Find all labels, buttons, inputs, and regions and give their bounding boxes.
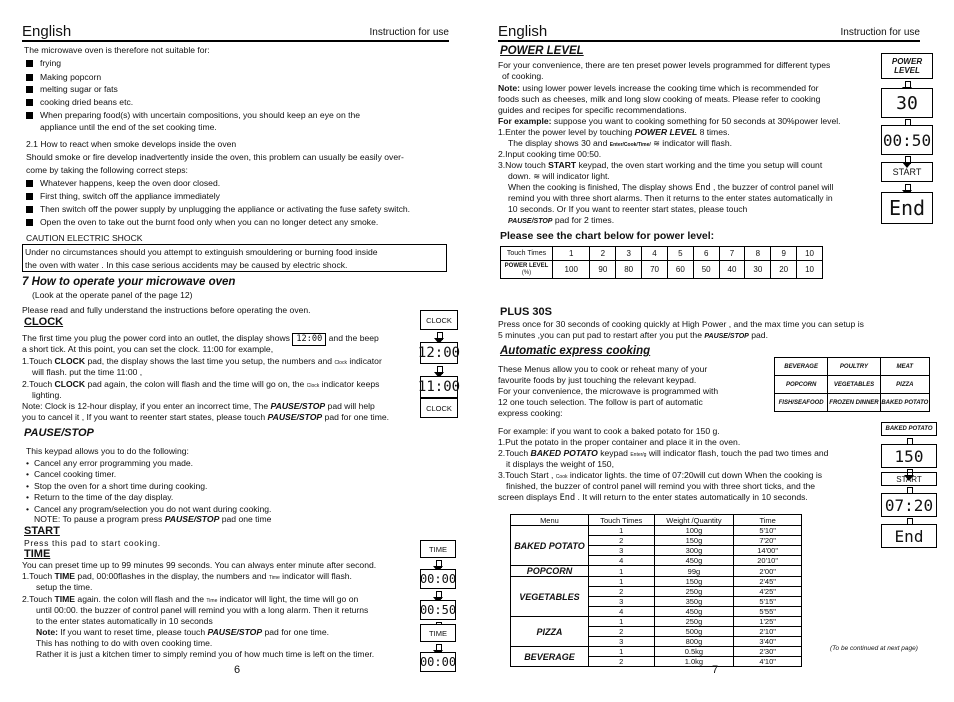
table-header: Touch Times: [588, 515, 654, 526]
power-note: guides and recipes for specific recommendations.: [498, 105, 687, 115]
power-step-1b: The display shows 30 and Enter/Cook/Time/ ≋ indicator will flash.: [508, 138, 733, 148]
bullet-item: First thing, switch off the appliance immediately: [26, 191, 220, 202]
table-cell: 1: [588, 577, 654, 587]
table-cell: 100g: [654, 526, 734, 536]
clock-note: you to cancel it , If you want to reenter start states, please touch PAUSE/STOP pad for one time.: [22, 412, 390, 422]
bullet-item: Then switch off the power supply by unplugging the appliance or activating the fuse safety switch.: [26, 204, 410, 215]
table-cell: 30: [745, 261, 771, 279]
table-cell: 100: [553, 261, 590, 279]
table-cell: 4'25": [734, 587, 802, 597]
pause-item: • Cancel any program/selection you do not want during cooking.: [26, 504, 271, 515]
table-cell: 3: [588, 637, 654, 647]
caution-text: Under no circumstances should you attempt to extinguish smouldering or burning food inside: [25, 247, 378, 257]
read-note: Please read and fully understand the instructions before operating the oven.: [22, 305, 311, 315]
table-cell: 1: [588, 566, 654, 577]
menu-cell: VEGETABLES: [511, 577, 589, 617]
menu-key: POPCORN: [775, 376, 828, 394]
table-cell: 14'00": [734, 546, 802, 556]
table-cell: 150g: [654, 536, 734, 546]
table-cell: 3: [588, 546, 654, 556]
example-step-3: 3.Touch Start , Cook indicator lights. the time of 07:20will cut down When the cooking is: [498, 470, 823, 480]
example-text: 1.Put the potato in the proper container and place it in the oven.: [498, 437, 741, 447]
menu-cell: PIZZA: [511, 617, 589, 647]
auto-text: 12 one touch selection. The follow is part of automatic: [498, 397, 703, 407]
baked-potato-display: 07:20: [881, 493, 937, 517]
start-button-illustration: START: [881, 162, 933, 182]
smoke-text: come by taking the following correct steps:: [26, 165, 188, 175]
clock-display: 11:00: [420, 376, 458, 398]
example-text: For example: if you want to cook a baked potato for 150 g.: [498, 426, 720, 436]
table-cell: 450g: [654, 556, 734, 566]
menu-keypad-illustration: [774, 357, 930, 412]
example-step-3c: screen displays End . It will return to the enter states automatically in 10 seconds.: [498, 492, 808, 503]
power-note: Note: using lower power levels increase the cooking time which is recommended for: [498, 83, 819, 93]
start-text: Press this pad to start cooking.: [24, 538, 161, 548]
time-note-2: This has nothing to do with oven cooking time.: [36, 638, 213, 648]
pause-item: • Cancel cooking timer.: [26, 469, 116, 480]
time-text: You can preset time up to 99 minutes 99 seconds. You can always enter minute after second.: [22, 560, 377, 570]
smoke-title: 2.1 How to react when smoke develops inside the oven: [26, 139, 237, 149]
clock-text: The first time you plug the power cord into an outlet, the display shows 12:00 and the beep: [22, 333, 379, 344]
power-step-3b: down. ≋ will indicator light.: [508, 171, 610, 181]
end-display: End: [881, 524, 937, 548]
power-example: For example: suppose you want to cooking something for 50 seconds at 30%power level.: [498, 116, 841, 126]
menu-key: BEVERAGE: [775, 358, 828, 376]
time-step-2b: until 00:00. the buzzer of control panel will remind you with a long alarm. Then it returns: [36, 605, 369, 615]
time-step-2: 2.Touch TIME again. the colon will flash and the Time indicator will light, the time will go on: [22, 594, 359, 604]
left-page: [22, 22, 461, 682]
table-cell: 3: [588, 597, 654, 607]
table-cell: 2'00": [734, 566, 802, 577]
plus-30s-heading: PLUS 30S: [500, 306, 552, 318]
pause-item: • Stop the oven for a short time during cooking.: [26, 481, 207, 492]
table-cell: 2: [588, 627, 654, 637]
table-cell: 2'45": [734, 577, 802, 587]
power-note: foods such as cheeses, milk and long slow cooking of meats. Please refer to cooking: [498, 94, 821, 104]
auto-text: express cooking:: [498, 408, 563, 418]
start-heading: START: [24, 525, 60, 537]
pause-item: • Cancel any error programming you made.: [26, 458, 193, 469]
table-cell: 99g: [654, 566, 734, 577]
table-cell: 8: [745, 247, 771, 261]
bullet-item: cooking dried beans etc.: [26, 97, 133, 108]
power-text: of cooking.: [502, 71, 544, 81]
table-row: [511, 617, 802, 627]
example-step-2b: it displays the weight of 150,: [506, 459, 614, 469]
time-heading: TIME: [24, 548, 51, 560]
power-step-3d: remind you with three short alarms. Then it returns to the enter states automatically in: [508, 193, 833, 203]
time-display: 00:00: [420, 652, 456, 672]
time-note: Note: If you want to reset time, please touch PAUSE/STOP pad for one time.: [36, 627, 329, 637]
table-cell: 1: [588, 617, 654, 627]
baked-potato-display: 150: [881, 444, 937, 468]
plus-text: 5 minutes ,you can put pad to restart after you put the PAUSE/STOP pad.: [498, 330, 768, 340]
table-cell: 0.5kg: [654, 647, 734, 657]
table-cell: 250g: [654, 587, 734, 597]
menu-key: BAKED POTATO: [880, 394, 929, 412]
clock-button-illustration: CLOCK: [420, 310, 458, 330]
table-cell: 2: [588, 587, 654, 597]
menu-key: PIZZA: [880, 376, 929, 394]
table-cell: 150g: [654, 577, 734, 587]
clock-step-1b: will flash. put the time 11:00 ,: [32, 367, 143, 377]
power-level-heading: POWER LEVEL: [500, 45, 584, 57]
menu-key: VEGETABLES: [828, 376, 880, 394]
table-cell: 20: [771, 261, 797, 279]
table-header: Time: [734, 515, 802, 526]
table-cell: 4'10": [734, 657, 802, 667]
table-cell: 10: [797, 261, 823, 279]
time-display: 00:50: [420, 600, 456, 620]
auto-text: For your convenience, the microwave is programmed with: [498, 386, 719, 396]
table-row: [511, 526, 802, 536]
time-step-1b: setup the time.: [36, 582, 93, 592]
bullet-item: When preparing food(s) with uncertain compositions, you should keep an eye on the: [26, 110, 360, 121]
table-row: [511, 647, 802, 657]
time-note-3: Rather it is just a kitchen timer to simply remind you of how much time is left on the timer.: [36, 649, 375, 659]
table-cell: 4: [588, 556, 654, 566]
table-cell: 3: [616, 247, 642, 261]
plus-text: Press once for 30 seconds of cooking quickly at High Power , and the max time you can setup is: [498, 319, 864, 329]
right-header: [498, 22, 920, 42]
time-display: 00:00: [420, 569, 456, 589]
table-cell: 70: [642, 261, 668, 279]
table-cell: 1: [588, 647, 654, 657]
table-cell: 50: [693, 261, 719, 279]
table-cell: 5'10": [734, 526, 802, 536]
table-cell: 10: [797, 247, 823, 261]
language-title: English: [498, 23, 548, 40]
caution-box: [22, 244, 447, 272]
power-step-3: 3.Now touch START keypad, the oven start working and the time you setup will count: [498, 160, 823, 170]
bullet-item: Open the oven to take out the burnt food only when you can no longer detect any smoke.: [26, 217, 378, 228]
time-step-1: 1.Touch TIME pad, 00:00flashes in the display, the numbers and Time indicator will flash.: [22, 571, 352, 581]
pause-note: NOTE: To pause a program press PAUSE/STOP pad one time: [34, 514, 272, 524]
menu-key: MEAT: [880, 358, 929, 376]
pause-intro: This keypad allows you to do the following:: [26, 446, 189, 456]
section-7-sub: (Look at the operate panel of the page 12): [32, 290, 193, 300]
section-7-title: 7 How to operate your microwave oven: [22, 276, 236, 288]
auto-cooking-heading: Automatic express cooking: [500, 345, 651, 357]
caution-text: the oven with water . In this case serious accidents may be caused by electric shock.: [25, 260, 348, 270]
example-step-3b: finished, the buzzer of control panel will remind you with three short ticks, and the: [506, 481, 816, 491]
table-cell: 2'30": [734, 647, 802, 657]
table-cell: 1: [553, 247, 590, 261]
smoke-text: Should smoke or fire develop inadvertently inside the oven, this problem can usually be easily over-: [26, 152, 404, 162]
header-subtitle: Instruction for use: [840, 27, 920, 38]
clock-note: Note: Clock is 12-hour display, if you enter an incorrect time, The PAUSE/STOP pad will help: [22, 401, 375, 411]
table-cell: 40: [719, 261, 745, 279]
table-cell: 1: [588, 526, 654, 536]
menu-cell: POPCORN: [511, 566, 589, 577]
power-step-3f: PAUSE/STOP pad for 2 times.: [508, 215, 615, 225]
power-step-1: 1.Enter the power level by touching POWER LEVEL 8 times.: [498, 127, 730, 137]
bullet-item: frying: [26, 58, 61, 69]
table-cell: 9: [771, 247, 797, 261]
auto-text: These Menus allow you to cook or reheat many of your: [498, 364, 708, 374]
power-level-button-illustration: POWER LEVEL: [881, 53, 933, 79]
clock-step-2b: lighting.: [32, 390, 62, 400]
table-cell: 500g: [654, 627, 734, 637]
time-button-illustration: TIME: [420, 624, 456, 642]
power-text: For your convenience, there are ten preset power levels programmed for different types: [498, 60, 831, 70]
table-cell: 7'20": [734, 536, 802, 546]
clock-heading: CLOCK: [24, 316, 64, 328]
power-step-3e: 10 seconds. Or If you want to reenter start states, please touch: [508, 204, 748, 214]
cooking-table: [510, 514, 802, 667]
caution-title: CAUTION ELECTRIC SHOCK: [26, 233, 143, 243]
table-cell: 7: [719, 247, 745, 261]
table-cell: 5: [667, 247, 693, 261]
bullet-item: Whatever happens, keep the oven door closed.: [26, 178, 220, 189]
continued-note: (To be continued at next page): [830, 645, 918, 652]
bullet-item: Making popcorn: [26, 72, 101, 83]
table-cell: 4: [588, 607, 654, 617]
table-cell: 350g: [654, 597, 734, 607]
page-number: 6: [234, 664, 241, 676]
bullet-item: melting sugar or fats: [26, 84, 118, 95]
table-cell: 5'15": [734, 597, 802, 607]
clock-step-2: 2.Touch CLOCK pad again, the colon will flash and the time will go on, the Clock indicator keeps: [22, 379, 380, 389]
clock-step-1: 1.Touch CLOCK pad, the display shows the last time you setup, the numbers and Clock indicator: [22, 356, 382, 366]
language-title: English: [22, 23, 72, 40]
table-cell: 450g: [654, 607, 734, 617]
chart-note: Please see the chart below for power level:: [500, 230, 715, 242]
power-level-table: [500, 246, 823, 279]
menu-key: FROZEN DINNER: [828, 394, 880, 412]
table-cell: 60: [667, 261, 693, 279]
table-cell: 2: [588, 657, 654, 667]
power-display: 30: [881, 88, 933, 118]
power-step-2: 2.Input cooking time 00:50.: [498, 149, 602, 159]
table-cell: 2'10": [734, 627, 802, 637]
intro-text: The microwave oven is therefore not suitable for:: [24, 45, 210, 55]
table-cell: 800g: [654, 637, 734, 647]
table-cell: 5'55": [734, 607, 802, 617]
table-header: Weight /Quantity: [654, 515, 734, 526]
table-cell: 300g: [654, 546, 734, 556]
right-page: [498, 22, 934, 682]
table-cell: 6: [693, 247, 719, 261]
header-subtitle: Instruction for use: [369, 27, 449, 38]
end-display: End: [881, 192, 933, 224]
power-step-3c: When the cooking is finished, The display shows End , the buzzer of control panel will: [508, 182, 834, 193]
table-row: [511, 566, 802, 577]
clock-button-illustration: CLOCK: [420, 398, 458, 418]
menu-key: POULTRY: [828, 358, 880, 376]
table-header: Touch Times: [501, 247, 553, 261]
table-cell: 20'10": [734, 556, 802, 566]
clock-display: 12:00: [420, 342, 458, 364]
table-cell: 90: [590, 261, 616, 279]
clock-text: a short tick. At this point, you can set the clock. 11:00 for example,: [22, 344, 274, 354]
table-header: POWER LEVEL (%): [501, 261, 553, 279]
menu-cell: BEVERAGE: [511, 647, 589, 667]
left-header: [22, 22, 449, 42]
table-row: [511, 577, 802, 587]
table-cell: 80: [616, 261, 642, 279]
power-display: 00:50: [881, 125, 933, 155]
wave-icon: ≋: [533, 172, 541, 181]
menu-cell: BAKED POTATO: [511, 526, 589, 566]
time-step-2c: to the enter states automatically in 10 seconds: [36, 616, 213, 626]
menu-key: FISH/SEAFOOD: [775, 394, 828, 412]
pause-heading: PAUSE/STOP: [24, 427, 94, 439]
auto-text: favourite foods by just touching the relevant keypad.: [498, 375, 697, 385]
table-cell: 1'25": [734, 617, 802, 627]
bullet-continuation: appliance until the end of the set cooking time.: [40, 122, 217, 132]
start-button-illustration: START: [881, 472, 937, 486]
time-button-illustration: TIME: [420, 540, 456, 558]
table-cell: 3'40": [734, 637, 802, 647]
clock-inline-display: 12:00: [292, 333, 326, 346]
wave-icon: ≋: [653, 139, 660, 148]
table-cell: 250g: [654, 617, 734, 627]
table-cell: 2: [588, 536, 654, 546]
table-header: Menu: [511, 515, 589, 526]
page-number: 7: [712, 664, 719, 676]
table-cell: 4: [642, 247, 668, 261]
table-cell: 1.0kg: [654, 657, 734, 667]
table-cell: 2: [590, 247, 616, 261]
pause-item: • Return to the time of the day display.: [26, 492, 173, 503]
example-step-2: 2.Touch BAKED POTATO keypad Enter/g will indicator flash, touch the pad two times and: [498, 448, 829, 458]
baked-potato-button-illustration: BAKED POTATO: [881, 422, 937, 436]
